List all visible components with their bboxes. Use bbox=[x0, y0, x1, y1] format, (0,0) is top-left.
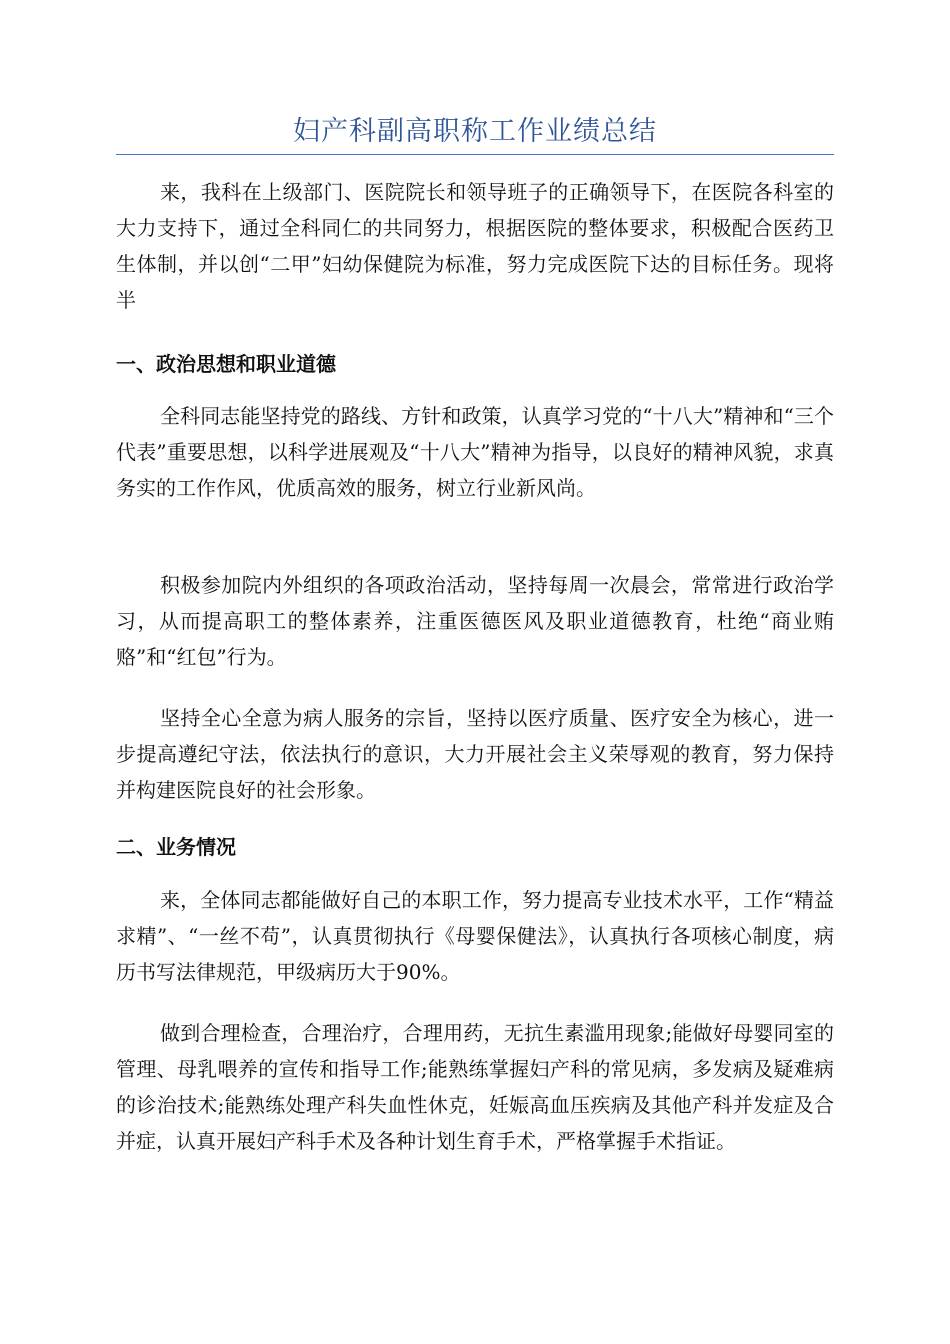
document-title: 妇产科副高职称工作业绩总结 bbox=[293, 116, 657, 147]
section-heading-business: 二、业务情况 bbox=[116, 835, 236, 859]
intro-paragraph: 来，我科在上级部门、医院院长和领导班子的正确领导下，在医院各科室的大力支持下，通过全科同仁的共同努力，根据医院的整体要求，积极配合医药卫生体制，并以创“二甲”妇幼保健院为标准，努力完成医院下达的目标任务。现将半 bbox=[116, 180, 834, 312]
section-heading-politics: 一、政治思想和职业道德 bbox=[116, 352, 336, 376]
title-underline bbox=[116, 154, 834, 155]
section-business-paragraph-2: 做到合理检查，合理治疗，合理用药，无抗生素滥用现象;能做好母婴同室的管理、母乳喂养的宣传和指导工作;能熟练掌握妇产科的常见病，多发病及疑难病的诊治技术;能熟练处理产科失血性休克，妊娠高血压疾病及其他产科并发症及合并症，认真开展妇产科手术及各种计划生育手术，严格掌握手术指证。 bbox=[116, 1021, 834, 1153]
section-politics-paragraph-1: 全科同志能坚持党的路线、方针和政策，认真学习党的“十八大”精神和“三个代表”重要思想，以科学进展观及“十八大”精神为指导，以良好的精神风貌，求真务实的工作作风，优质高效的服务，树立行业新风尚。 bbox=[116, 404, 834, 500]
section-politics-paragraph-3: 坚持全心全意为病人服务的宗旨，坚持以医疗质量、医疗安全为核心，进一步提高遵纪守法，依法执行的意识，大力开展社会主义荣辱观的教育，努力保持并构建医院良好的社会形象。 bbox=[116, 706, 834, 802]
section-politics-paragraph-2: 积极参加院内外组织的各项政治活动，坚持每周一次晨会，常常进行政治学习，从而提高职工的整体素养，注重医德医风及职业道德教育，杜绝“商业贿赂”和“红包”行为。 bbox=[116, 573, 834, 669]
section-business-paragraph-1: 来，全体同志都能做好自己的本职工作，努力提高专业技术水平，工作“精益求精”、“一丝不苟”，认真贯彻执行《母婴保健法》，认真执行各项核心制度，病历书写法律规范，甲级病历大于90%。 bbox=[116, 888, 834, 984]
